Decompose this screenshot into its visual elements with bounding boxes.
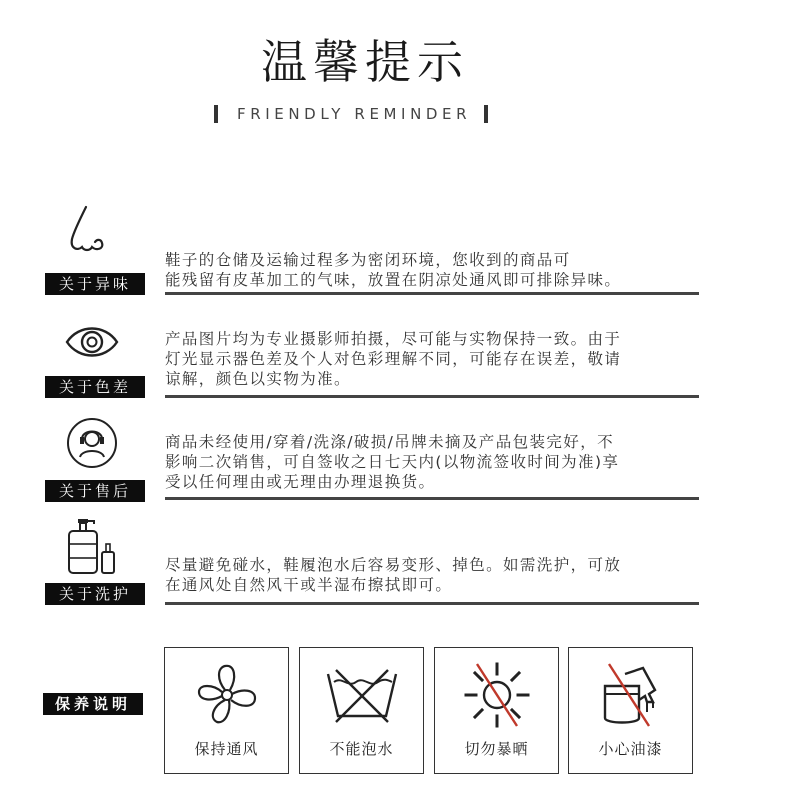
text-line: 谅解，颜色以实物为准。 — [165, 370, 351, 388]
text-line: 受以任何理由或无理由办理退换货。 — [165, 473, 436, 491]
section-text — [165, 329, 710, 389]
subtitle-bar-left — [214, 105, 218, 123]
section-after-sales — [40, 417, 700, 507]
section-text — [165, 432, 710, 492]
section-color — [40, 320, 700, 400]
section-label: 关于洗护 — [45, 583, 145, 605]
text-line: 鞋子的仓储及运输过程多为密闭环境，您收到的商品可 — [165, 251, 571, 269]
no-sun-icon — [457, 660, 537, 730]
care-card-label: 小心油漆 — [598, 740, 663, 758]
subtitle-bar-right — [484, 105, 488, 123]
text-line: 在通风处自然风干或半湿布擦拭即可。 — [165, 576, 453, 594]
care-card-label: 切勿暴晒 — [464, 740, 529, 758]
section-care — [40, 518, 700, 608]
no-paint-icon — [591, 660, 671, 730]
section-label: 关于异味 — [45, 273, 145, 295]
section-text — [165, 555, 710, 595]
subtitle-row — [214, 104, 488, 124]
section-text — [165, 250, 710, 290]
divider — [165, 395, 699, 398]
customer-service-icon — [64, 417, 120, 469]
text-line: 影响二次销售，可自签收之日七天内(以物流签收时间为准)享 — [165, 453, 620, 471]
care-card-ventilate — [164, 647, 289, 774]
care-label: 保养说明 — [43, 693, 143, 715]
care-card-no-sun — [434, 647, 559, 774]
no-wash-icon — [322, 660, 402, 730]
care-bottles-icon — [64, 518, 120, 576]
text-line: 能残留有皮革加工的气味，放置在阴凉处通风即可排除异味。 — [165, 271, 622, 289]
care-card-label: 不能泡水 — [329, 740, 394, 758]
text-line: 灯光显示器色差及个人对色彩理解不同，可能存在误差，敬请 — [165, 350, 622, 368]
text-line: 产品图片均为专业摄影师拍摄，尽可能与实物保持一致。由于 — [165, 330, 622, 348]
page-subtitle: FRIENDLY REMINDER — [237, 105, 472, 123]
text-line: 尽量避免碰水，鞋履泡水后容易变形、掉色。如需洗护，可放 — [165, 556, 622, 574]
care-card-careful-paint — [568, 647, 693, 774]
page-title: 温馨提示 — [261, 35, 469, 89]
text-line: 商品未经使用/穿着/洗涤/破损/吊牌未摘及产品包装完好，不 — [165, 433, 614, 451]
nose-icon — [64, 205, 120, 257]
divider — [165, 292, 699, 295]
care-card-label: 保持通风 — [194, 740, 259, 758]
section-label: 关于售后 — [45, 480, 145, 502]
section-label: 关于色差 — [45, 376, 145, 398]
eye-icon — [64, 320, 120, 372]
divider — [165, 602, 699, 605]
divider — [165, 497, 699, 500]
section-odor — [40, 205, 700, 300]
fan-icon — [187, 660, 267, 730]
care-card-no-soak — [299, 647, 424, 774]
